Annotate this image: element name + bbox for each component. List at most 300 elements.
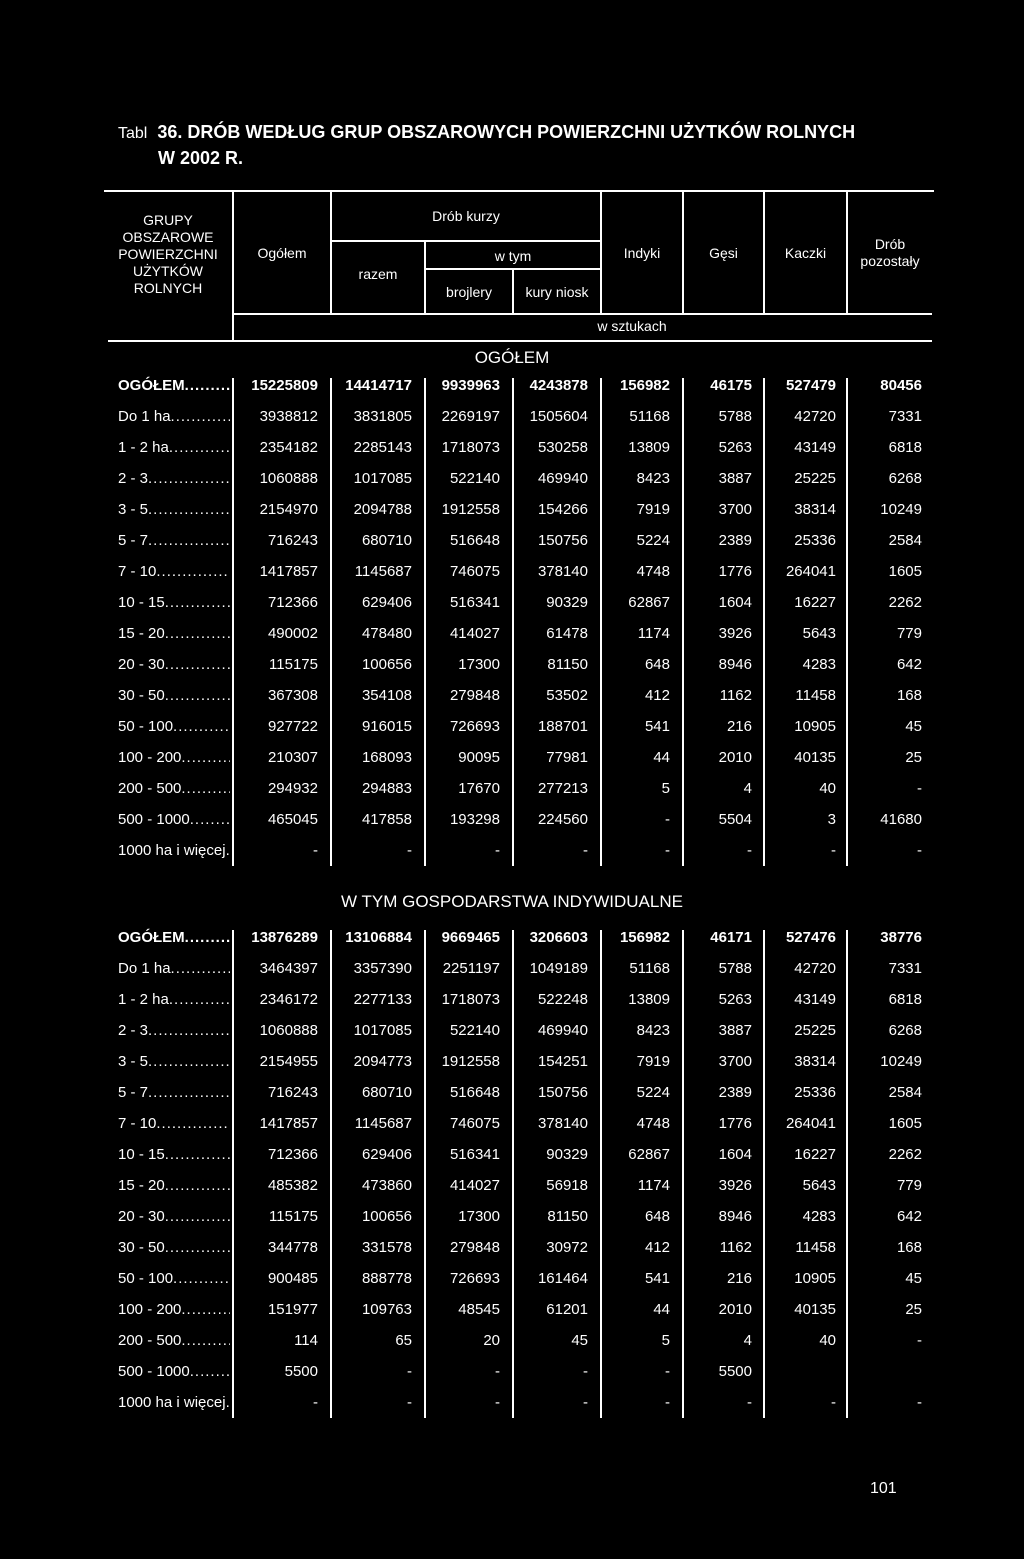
table-cell: 13809 — [628, 439, 670, 456]
row-label: 20 - 30 ..... — [118, 649, 230, 680]
table-cell: 1776 — [718, 1115, 752, 1132]
table-cell: 168093 — [361, 749, 412, 766]
table-cell: 210307 — [267, 749, 318, 766]
table-cell: 888778 — [361, 1270, 412, 1287]
page-number: 101 — [870, 1480, 897, 1497]
table-cell: 150756 — [537, 1084, 588, 1101]
table-cell: 115175 — [269, 656, 318, 673]
table-cell: 6818 — [888, 439, 922, 456]
table-cell: 10905 — [794, 1270, 836, 1287]
table-cell: 516648 — [449, 532, 500, 549]
table-cell: 490002 — [267, 625, 318, 642]
table-cell: 716243 — [267, 532, 318, 549]
table-cell: 45 — [905, 1270, 922, 1287]
table-cell: - — [747, 842, 752, 859]
header-drob-rule — [332, 240, 600, 242]
table-cell: 53502 — [546, 687, 588, 704]
table-cell: 5788 — [718, 408, 752, 425]
table-cell: 3887 — [718, 470, 752, 487]
table-cell: - — [917, 842, 922, 859]
row-label: 3 - 5 ..... — [118, 1046, 230, 1077]
table-cell: 469940 — [537, 1022, 588, 1039]
table-cell: 7331 — [888, 408, 922, 425]
table-cell: 2154955 — [259, 1053, 318, 1070]
table-cell: 46171 — [710, 929, 752, 946]
table-row — [0, 1387, 1024, 1418]
table-cell: 5224 — [636, 1084, 670, 1101]
table-row — [0, 1108, 1024, 1139]
table-cell: - — [313, 1394, 318, 1411]
table-row — [0, 401, 1024, 432]
header-w-tym: w tym — [494, 248, 532, 264]
table-cell: 716243 — [267, 1084, 318, 1101]
table-row — [0, 432, 1024, 463]
row-label: 1000 ha i więcej ..... — [118, 835, 230, 866]
table-cell: 1060888 — [259, 470, 318, 487]
table-cell: 2277133 — [353, 991, 412, 1008]
table-cell: 4283 — [802, 1208, 836, 1225]
table-cell: 3938812 — [259, 408, 318, 425]
table-cell: 2584 — [888, 532, 922, 549]
table-row — [0, 1139, 1024, 1170]
table-cell: 43149 — [794, 991, 836, 1008]
table-cell: 1718073 — [441, 991, 500, 1008]
header-kury-niosk: kury niosk — [525, 284, 589, 300]
title-prefix: Tabl — [118, 125, 148, 142]
table-row — [0, 773, 1024, 804]
header-gesi: Gęsi — [709, 245, 738, 261]
table-cell: 44 — [653, 1301, 670, 1318]
table-cell: 473860 — [361, 1177, 412, 1194]
table-cell: 5263 — [718, 991, 752, 1008]
title-line2: W 2002 R. — [158, 148, 244, 168]
table-cell: 10905 — [794, 718, 836, 735]
table-cell: 1417857 — [259, 1115, 318, 1132]
table-cell: 115175 — [269, 1208, 318, 1225]
table-row — [0, 922, 1024, 953]
table-cell: 779 — [896, 1177, 922, 1194]
table-cell: 17300 — [458, 656, 500, 673]
table-cell: 1145687 — [354, 563, 412, 580]
table-cell: 9939963 — [441, 377, 500, 394]
table-cell: 156982 — [619, 377, 670, 394]
row-label: Do 1 ha ..... — [118, 401, 230, 432]
header-divider — [846, 192, 848, 314]
table-cell: 48545 — [458, 1301, 500, 1318]
table-cell: - — [583, 1363, 588, 1380]
table-cell: 412 — [644, 1239, 670, 1256]
row-label: 100 - 200 ..... — [118, 1294, 230, 1325]
table-cell: 4283 — [802, 656, 836, 673]
table-cell: 5643 — [802, 625, 836, 642]
table-cell: 378140 — [537, 1115, 588, 1132]
table-row — [0, 463, 1024, 494]
table-cell: 151977 — [267, 1301, 318, 1318]
table-cell: 726693 — [449, 1270, 500, 1287]
table-cell: - — [831, 842, 836, 859]
table-cell: 42720 — [794, 408, 836, 425]
row-label: 200 - 500 ..... — [118, 773, 230, 804]
table-cell: 154251 — [537, 1053, 588, 1070]
table-cell: 11458 — [795, 687, 836, 704]
row-label: OGÓŁEM ..... — [118, 922, 230, 953]
header-drob-kurzy: Drób kurzy — [432, 208, 500, 224]
table-cell: 2389 — [718, 1084, 752, 1101]
table-cell: 541 — [644, 718, 670, 735]
table-row — [0, 618, 1024, 649]
table-cell: 1605 — [888, 1115, 922, 1132]
table-cell: 5643 — [802, 1177, 836, 1194]
table-cell: 5 — [661, 780, 670, 797]
table-cell: 746075 — [449, 563, 500, 580]
table-cell: 11458 — [795, 1239, 836, 1256]
table-cell: 3 — [827, 811, 836, 828]
table-cell: 16227 — [794, 1146, 836, 1163]
table-cell: 530258 — [537, 439, 588, 456]
table-cell: 516341 — [449, 1146, 500, 1163]
table-cell: 62867 — [628, 1146, 670, 1163]
table-cell: 17670 — [458, 780, 500, 797]
row-label: 5 - 7 ..... — [118, 1077, 230, 1108]
table-cell: 2010 — [718, 1301, 752, 1318]
table-cell: 527479 — [785, 377, 836, 394]
row-label: 7 - 10 ..... — [118, 1108, 230, 1139]
title-line1: DRÓB WEDŁUG GRUP OBSZAROWYCH POWIERZCHNI UŻYTKÓW ROLNYCH — [187, 122, 856, 142]
table-cell: 5504 — [718, 811, 752, 828]
table-cell: 40135 — [794, 1301, 836, 1318]
row-label: 500 - 1000 ..... — [118, 1356, 230, 1387]
table-row — [0, 1046, 1024, 1077]
table-cell: 8946 — [718, 656, 752, 673]
table-cell: 2269197 — [441, 408, 500, 425]
table-cell: 156982 — [619, 929, 670, 946]
table-cell: 331578 — [361, 1239, 412, 1256]
table-cell: - — [407, 1394, 412, 1411]
table-cell: 90095 — [458, 749, 500, 766]
table-row — [0, 1294, 1024, 1325]
table-cell: 7331 — [888, 960, 922, 977]
table-row — [0, 1201, 1024, 1232]
table-title — [118, 120, 855, 170]
table-cell: 279848 — [449, 687, 500, 704]
table-cell: 9669465 — [441, 929, 500, 946]
table-cell: 25225 — [794, 1022, 836, 1039]
table-cell: 2354182 — [259, 439, 318, 456]
table-cell: 25225 — [794, 470, 836, 487]
header-bottom-rule — [108, 340, 932, 342]
table-cell: 13809 — [628, 991, 670, 1008]
table-cell: 62867 — [628, 594, 670, 611]
table-cell: 4 — [743, 780, 752, 797]
table-cell: 412 — [644, 687, 670, 704]
table-cell: 378140 — [537, 563, 588, 580]
table-cell: 10249 — [880, 501, 922, 518]
table-cell: 14414717 — [345, 377, 412, 394]
section-title: OGÓŁEM — [474, 348, 550, 367]
table-cell: 522140 — [449, 470, 500, 487]
table-cell: 354108 — [361, 687, 412, 704]
table-cell: 3206603 — [529, 929, 588, 946]
table-cell: 541 — [644, 1270, 670, 1287]
table-cell: 38776 — [880, 929, 922, 946]
table-cell: 25336 — [794, 532, 836, 549]
table-cell: 1162 — [719, 687, 752, 704]
table-cell: 61201 — [546, 1301, 588, 1318]
table-cell: 51168 — [629, 408, 670, 425]
table-cell: 3700 — [718, 501, 752, 518]
table-cell: - — [665, 1363, 670, 1380]
row-label: OGÓŁEM ..... — [118, 370, 230, 401]
table-cell: 43149 — [794, 439, 836, 456]
table-cell: 109763 — [361, 1301, 412, 1318]
table-row — [0, 835, 1024, 866]
title-number: 36. — [157, 122, 183, 142]
table-cell: 1162 — [719, 1239, 752, 1256]
table-cell: 216 — [726, 1270, 752, 1287]
table-cell: - — [665, 1394, 670, 1411]
table-row — [0, 742, 1024, 773]
table-cell: 3887 — [718, 1022, 752, 1039]
table-cell: 3700 — [718, 1053, 752, 1070]
table-cell: 188701 — [537, 718, 588, 735]
row-label: 15 - 20 ..... — [118, 1170, 230, 1201]
table-cell: 56918 — [546, 1177, 588, 1194]
table-cell: 1017085 — [353, 1022, 412, 1039]
row-label: 1000 ha i więcej ..... — [118, 1387, 230, 1418]
table-cell: 30972 — [546, 1239, 588, 1256]
row-label: Do 1 ha ..... — [118, 953, 230, 984]
table-row — [0, 804, 1024, 835]
table-cell: 2584 — [888, 1084, 922, 1101]
table-cell: 629406 — [361, 594, 412, 611]
table-cell: 1912558 — [441, 501, 500, 518]
table-cell: 150756 — [537, 532, 588, 549]
table-cell: 344778 — [267, 1239, 318, 1256]
table-cell: 294932 — [267, 780, 318, 797]
header-indyki: Indyki — [623, 245, 661, 261]
table-cell: 264041 — [785, 1115, 836, 1132]
table-row — [0, 1325, 1024, 1356]
table-cell: 20 — [483, 1332, 500, 1349]
table-row — [0, 680, 1024, 711]
table-cell: 2010 — [718, 749, 752, 766]
table-cell: 648 — [644, 656, 670, 673]
table-cell: 65 — [395, 1332, 412, 1349]
section-title: W TYM GOSPODARSTWA INDYWIDUALNE — [341, 892, 683, 911]
table-cell: 81150 — [547, 656, 588, 673]
header-razem: razem — [358, 266, 398, 282]
table-cell: - — [495, 1363, 500, 1380]
table-cell: - — [407, 842, 412, 859]
table-cell: 1174 — [637, 625, 670, 642]
row-label: 5 - 7 ..... — [118, 525, 230, 556]
row-label: 1 - 2 ha ..... — [118, 432, 230, 463]
table-cell: 516341 — [449, 594, 500, 611]
table-row — [0, 1170, 1024, 1201]
table-cell: 2251197 — [442, 960, 500, 977]
row-label: 50 - 100 ..... — [118, 1263, 230, 1294]
header-unit-rule — [234, 313, 932, 315]
table-cell: 5788 — [718, 960, 752, 977]
table-cell: 8423 — [636, 470, 670, 487]
table-cell: 516648 — [449, 1084, 500, 1101]
table-cell: 154266 — [537, 501, 588, 518]
table-row — [0, 1232, 1024, 1263]
table-cell: 168 — [896, 1239, 922, 1256]
table-cell: - — [665, 842, 670, 859]
table-cell: 25336 — [794, 1084, 836, 1101]
table-row — [0, 953, 1024, 984]
table-cell: 7919 — [636, 501, 670, 518]
table-cell: 5500 — [284, 1363, 318, 1380]
table-cell: 712366 — [267, 594, 318, 611]
table-cell: 469940 — [537, 470, 588, 487]
table-cell: 712366 — [267, 1146, 318, 1163]
table-cell: 779 — [896, 625, 922, 642]
table-cell: 1505604 — [529, 408, 588, 425]
row-label: 200 - 500 ..... — [118, 1325, 230, 1356]
header-divider — [232, 192, 234, 340]
table-cell: 1417857 — [259, 563, 318, 580]
table-cell: 42720 — [794, 960, 836, 977]
table-cell: 6268 — [888, 1022, 922, 1039]
table-cell: 13106884 — [345, 929, 412, 946]
table-cell: 485382 — [267, 1177, 318, 1194]
table-cell: 2389 — [718, 532, 752, 549]
row-label: 10 - 15 ..... — [118, 1139, 230, 1170]
table-row — [0, 1015, 1024, 1046]
table-row — [0, 370, 1024, 401]
table-cell: 4748 — [636, 563, 670, 580]
table-cell: 16227 — [794, 594, 836, 611]
table-cell: 1605 — [888, 563, 922, 580]
table-cell: 44 — [653, 749, 670, 766]
table-cell: - — [495, 842, 500, 859]
row-label: 20 - 30 ..... — [118, 1201, 230, 1232]
table-cell: 80456 — [880, 377, 922, 394]
header-brojlery: brojlery — [446, 284, 492, 300]
table-cell: 927722 — [267, 718, 318, 735]
row-label: 10 - 15 ..... — [118, 587, 230, 618]
row-label: 7 - 10 ..... — [118, 556, 230, 587]
table-cell: - — [407, 1363, 412, 1380]
table-cell: 81150 — [547, 1208, 588, 1225]
table-row — [0, 1263, 1024, 1294]
table-cell: 100656 — [361, 656, 412, 673]
table-cell: 2154970 — [259, 501, 318, 518]
table-row — [0, 711, 1024, 742]
table-cell: 916015 — [361, 718, 412, 735]
table-cell: 45 — [905, 718, 922, 735]
table-row — [0, 1077, 1024, 1108]
table-cell: 680710 — [361, 1084, 412, 1101]
header-ogolem: Ogółem — [257, 245, 307, 261]
row-label: 3 - 5 ..... — [118, 494, 230, 525]
table-cell: - — [313, 842, 318, 859]
table-cell: 40135 — [794, 749, 836, 766]
row-label: 30 - 50 ..... — [118, 1232, 230, 1263]
table-cell: 61478 — [546, 625, 588, 642]
table-cell: 417858 — [361, 811, 412, 828]
table-cell: 5500 — [718, 1363, 752, 1380]
table-cell: - — [917, 780, 922, 797]
table-cell: - — [495, 1394, 500, 1411]
row-label: 1 - 2 ha ..... — [118, 984, 230, 1015]
table-cell: 629406 — [361, 1146, 412, 1163]
table-cell: 527476 — [785, 929, 836, 946]
table-cell: 3831805 — [353, 408, 412, 425]
table-cell: 5 — [661, 1332, 670, 1349]
table-cell: 1017085 — [353, 470, 412, 487]
table-cell: 161464 — [537, 1270, 588, 1287]
table-cell: 77981 — [546, 749, 588, 766]
table-cell: 7919 — [636, 1053, 670, 1070]
row-label: 500 - 1000 ..... — [118, 804, 230, 835]
table-cell: 2094773 — [353, 1053, 412, 1070]
row-label: 2 - 3 ..... — [118, 463, 230, 494]
row-label: 15 - 20 ..... — [118, 618, 230, 649]
table-cell: 264041 — [785, 563, 836, 580]
table-cell: 90329 — [546, 1146, 588, 1163]
table-cell: 746075 — [449, 1115, 500, 1132]
table-cell: - — [583, 1394, 588, 1411]
table-cell: - — [665, 811, 670, 828]
table-cell: 1776 — [718, 563, 752, 580]
table-cell: 2094788 — [353, 501, 412, 518]
table-cell: 15225809 — [251, 377, 318, 394]
table-row — [0, 649, 1024, 680]
header-groups: GRUPY OBSZAROWE POWIERZCHNI UŻYTKÓW ROLNYCH — [118, 212, 218, 296]
header-drob-pozostaly: Drób pozostały — [860, 236, 920, 269]
table-cell: 25 — [905, 749, 922, 766]
table-row — [0, 525, 1024, 556]
table-cell: 2262 — [888, 1146, 922, 1163]
table-cell: 367308 — [267, 687, 318, 704]
table-cell: 2262 — [888, 594, 922, 611]
table-cell: 17300 — [458, 1208, 500, 1225]
header-top-rule — [104, 190, 934, 192]
table-cell: 40 — [819, 1332, 836, 1349]
table-cell: 3464397 — [259, 960, 318, 977]
table-cell: 193298 — [449, 811, 500, 828]
table-cell: 1604 — [718, 1146, 752, 1163]
table-cell: 6268 — [888, 470, 922, 487]
table-cell: - — [583, 842, 588, 859]
table-cell: - — [831, 1394, 836, 1411]
table-row — [0, 984, 1024, 1015]
row-label: 50 - 100 ..... — [118, 711, 230, 742]
table-cell: - — [917, 1332, 922, 1349]
table-cell: 3926 — [718, 625, 752, 642]
table-cell: 414027 — [449, 1177, 500, 1194]
table-cell: 642 — [896, 656, 922, 673]
table-cell: 3357390 — [353, 960, 412, 977]
table-cell: 38314 — [794, 1053, 836, 1070]
table-cell: 5224 — [636, 532, 670, 549]
table-cell: 1604 — [718, 594, 752, 611]
table-cell: 414027 — [449, 625, 500, 642]
table-cell: 25 — [905, 1301, 922, 1318]
table-cell: 90329 — [546, 594, 588, 611]
table-cell: 13876289 — [251, 929, 318, 946]
table-row — [0, 587, 1024, 618]
table-cell: 522140 — [449, 1022, 500, 1039]
table-cell: 277213 — [537, 780, 588, 797]
table-cell: 216 — [726, 718, 752, 735]
table-cell: 10249 — [880, 1053, 922, 1070]
table-cell: 2285143 — [353, 439, 412, 456]
header-kaczki: Kaczki — [784, 245, 827, 261]
